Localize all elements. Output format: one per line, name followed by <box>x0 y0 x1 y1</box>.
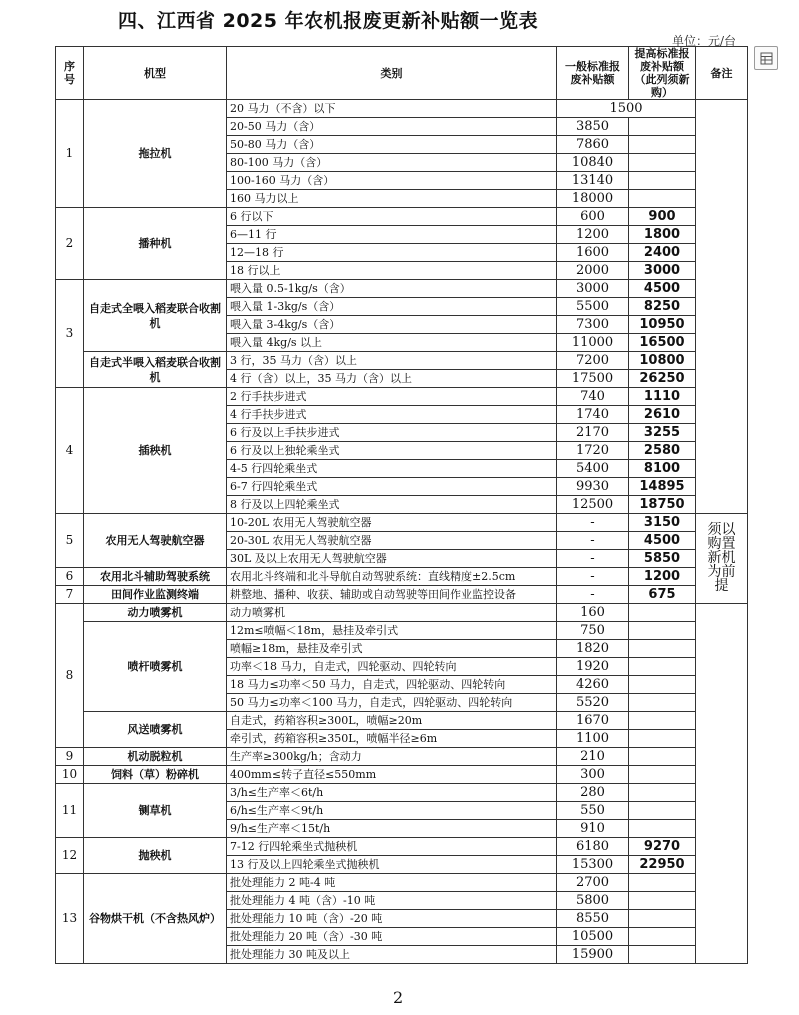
general-subsidy-cell: 7860 <box>557 136 629 154</box>
header-row <box>56 47 748 100</box>
header-remark: 备注 <box>696 47 748 100</box>
enhanced-subsidy-cell: 9270 <box>629 838 696 856</box>
category-cell: 6 行以下 <box>227 208 557 226</box>
category-cell: 2 行手扶步进式 <box>227 388 557 406</box>
machine-cell: 农用无人驾驶航空器 <box>84 514 227 568</box>
machine-cell: 自走式半喂入稻麦联合收割机 <box>84 352 227 388</box>
category-cell: 20-50 马力（含） <box>227 118 557 136</box>
header-seq: 序号 <box>56 47 84 100</box>
enhanced-subsidy-cell: 2580 <box>629 442 696 460</box>
enhanced-subsidy-cell: 10950 <box>629 316 696 334</box>
category-cell: 10-20L 农用无人驾驶航空器 <box>227 514 557 532</box>
category-cell: 4-5 行四轮乘坐式 <box>227 460 557 478</box>
general-subsidy-cell: 8550 <box>557 910 629 928</box>
category-cell: 12—18 行 <box>227 244 557 262</box>
enhanced-subsidy-cell <box>629 910 696 928</box>
table-body <box>56 100 748 964</box>
remark-note: 须以购置新机为前提 <box>707 521 736 594</box>
category-cell: 喂入量 0.5-1kg/s（含） <box>227 280 557 298</box>
enhanced-subsidy-cell <box>629 748 696 766</box>
enhanced-subsidy-cell: 14895 <box>629 478 696 496</box>
category-cell: 20 马力（不含）以下 <box>227 100 557 118</box>
enhanced-subsidy-cell: 3150 <box>629 514 696 532</box>
category-cell: 功率＜18 马力，自走式，四轮驱动、四轮转向 <box>227 658 557 676</box>
machine-cell: 插秧机 <box>84 388 227 514</box>
enhanced-subsidy-cell: 1200 <box>629 568 696 586</box>
enhanced-subsidy-cell <box>629 604 696 622</box>
seq-cell: 1 <box>56 100 84 208</box>
general-subsidy-cell: - <box>557 586 629 604</box>
category-cell: 50 马力≤功率＜100 马力，自走式，四轮驱动、四轮转向 <box>227 694 557 712</box>
enhanced-subsidy-cell <box>629 118 696 136</box>
category-cell: 6—11 行 <box>227 226 557 244</box>
category-cell: 4 行手扶步进式 <box>227 406 557 424</box>
general-subsidy-cell: 2700 <box>557 874 629 892</box>
enhanced-subsidy-cell: 1110 <box>629 388 696 406</box>
enhanced-subsidy-cell <box>629 622 696 640</box>
general-subsidy-cell: 11000 <box>557 334 629 352</box>
category-cell: 农用北斗终端和北斗导航自动驾驶系统：直线精度±2.5cm <box>227 568 557 586</box>
table-row <box>56 748 748 766</box>
general-subsidy-cell: 600 <box>557 208 629 226</box>
enhanced-subsidy-cell <box>629 694 696 712</box>
table-row <box>56 838 748 856</box>
seq-cell: 11 <box>56 784 84 838</box>
seq-cell: 12 <box>56 838 84 874</box>
category-cell: 喂入量 3-4kg/s（含） <box>227 316 557 334</box>
enhanced-subsidy-cell <box>629 946 696 964</box>
general-subsidy-cell: 1100 <box>557 730 629 748</box>
machine-cell: 动力喷雾机 <box>84 604 227 622</box>
general-subsidy-cell: 12500 <box>557 496 629 514</box>
enhanced-subsidy-cell <box>629 640 696 658</box>
category-cell: 批处理能力 30 吨及以上 <box>227 946 557 964</box>
category-cell: 牵引式，药箱容积≥350L，喷幅半径≥6m <box>227 730 557 748</box>
category-cell: 100-160 马力（含） <box>227 172 557 190</box>
seq-cell: 6 <box>56 568 84 586</box>
general-subsidy-cell: 15300 <box>557 856 629 874</box>
machine-cell: 机动脱粒机 <box>84 748 227 766</box>
general-subsidy-cell: 15900 <box>557 946 629 964</box>
enhanced-subsidy-cell <box>629 766 696 784</box>
category-cell: 3 行，35 马力（含）以上 <box>227 352 557 370</box>
seq-cell: 13 <box>56 874 84 964</box>
remark-cell <box>696 100 748 514</box>
remark-cell <box>696 604 748 964</box>
general-subsidy-cell: 2000 <box>557 262 629 280</box>
general-subsidy-cell: 550 <box>557 802 629 820</box>
general-subsidy-cell: 210 <box>557 748 629 766</box>
category-cell: 批处理能力 4 吨（含）-10 吨 <box>227 892 557 910</box>
unit-label: 单位：元/台 <box>672 34 737 48</box>
enhanced-subsidy-cell: 5850 <box>629 550 696 568</box>
category-cell: 喷幅≥18m，悬挂及牵引式 <box>227 640 557 658</box>
category-cell: 18 马力≤功率＜50 马力，自走式，四轮驱动、四轮转向 <box>227 676 557 694</box>
machine-cell: 饲料（草）粉碎机 <box>84 766 227 784</box>
category-cell: 160 马力以上 <box>227 190 557 208</box>
general-subsidy-cell: 300 <box>557 766 629 784</box>
general-subsidy-cell: 13140 <box>557 172 629 190</box>
general-subsidy-cell: 17500 <box>557 370 629 388</box>
enhanced-subsidy-cell <box>629 658 696 676</box>
category-cell: 50-80 马力（含） <box>227 136 557 154</box>
category-cell: 13 行及以上四轮乘坐式抛秧机 <box>227 856 557 874</box>
category-cell: 批处理能力 20 吨（含）-30 吨 <box>227 928 557 946</box>
seq-cell: 10 <box>56 766 84 784</box>
general-subsidy-cell: 7200 <box>557 352 629 370</box>
category-cell: 80-100 马力（含） <box>227 154 557 172</box>
enhanced-subsidy-cell <box>629 730 696 748</box>
enhanced-subsidy-cell <box>629 802 696 820</box>
general-subsidy-cell: 1920 <box>557 658 629 676</box>
enhanced-subsidy-cell: 675 <box>629 586 696 604</box>
category-cell: 6 行及以上独轮乘坐式 <box>227 442 557 460</box>
general-subsidy-cell: 10840 <box>557 154 629 172</box>
table-row <box>56 766 748 784</box>
general-subsidy-cell: - <box>557 550 629 568</box>
enhanced-subsidy-cell: 3000 <box>629 262 696 280</box>
general-subsidy-cell: 280 <box>557 784 629 802</box>
general-subsidy-cell: 5800 <box>557 892 629 910</box>
enhanced-subsidy-cell <box>629 154 696 172</box>
enhanced-subsidy-cell: 18750 <box>629 496 696 514</box>
header-general: 一般标准报废补贴额 <box>557 47 629 100</box>
category-cell: 30L 及以上农用无人驾驶航空器 <box>227 550 557 568</box>
general-subsidy-cell: 7300 <box>557 316 629 334</box>
category-cell: 3/h≤生产率＜6t/h <box>227 784 557 802</box>
machine-cell: 谷物烘干机（不含热风炉） <box>84 874 227 964</box>
enhanced-subsidy-cell <box>629 172 696 190</box>
general-subsidy-cell: 5500 <box>557 298 629 316</box>
table-row <box>56 208 748 226</box>
seq-cell: 2 <box>56 208 84 280</box>
enhanced-subsidy-cell: 8100 <box>629 460 696 478</box>
enhanced-subsidy-cell: 22950 <box>629 856 696 874</box>
machine-cell: 田间作业监测终端 <box>84 586 227 604</box>
general-subsidy-cell: 2170 <box>557 424 629 442</box>
category-cell: 18 行以上 <box>227 262 557 280</box>
machine-cell: 风送喷雾机 <box>84 712 227 748</box>
enhanced-subsidy-cell <box>629 676 696 694</box>
table-row <box>56 586 748 604</box>
general-subsidy-cell: - <box>557 514 629 532</box>
page-title: 四、江西省 2025 年农机报废更新补贴额一览表 <box>118 10 539 32</box>
table-row <box>56 514 748 532</box>
general-subsidy-cell: 6180 <box>557 838 629 856</box>
enhanced-subsidy-cell: 8250 <box>629 298 696 316</box>
enhanced-subsidy-cell <box>629 874 696 892</box>
general-subsidy-cell: 1500 <box>557 100 696 118</box>
enhanced-subsidy-cell: 1800 <box>629 226 696 244</box>
enhanced-subsidy-cell: 2400 <box>629 244 696 262</box>
general-subsidy-cell: 9930 <box>557 478 629 496</box>
general-subsidy-cell: 4260 <box>557 676 629 694</box>
enhanced-subsidy-cell <box>629 712 696 730</box>
machine-cell: 拖拉机 <box>84 100 227 208</box>
enhanced-subsidy-cell <box>629 190 696 208</box>
table-row <box>56 100 748 118</box>
category-cell: 4 行（含）以上，35 马力（含）以上 <box>227 370 557 388</box>
category-cell: 6/h≤生产率＜9t/h <box>227 802 557 820</box>
table-row <box>56 874 748 892</box>
general-subsidy-cell: 5520 <box>557 694 629 712</box>
machine-cell: 铡草机 <box>84 784 227 838</box>
table-row <box>56 712 748 730</box>
seq-cell: 8 <box>56 604 84 748</box>
seq-cell: 4 <box>56 388 84 514</box>
enhanced-subsidy-cell: 4500 <box>629 532 696 550</box>
subsidy-table <box>55 46 748 964</box>
general-subsidy-cell: 1820 <box>557 640 629 658</box>
enhanced-subsidy-cell <box>629 784 696 802</box>
enhanced-subsidy-cell <box>629 892 696 910</box>
enhanced-subsidy-cell: 3255 <box>629 424 696 442</box>
table-row <box>56 280 748 298</box>
seq-cell: 7 <box>56 586 84 604</box>
enhanced-subsidy-cell: 16500 <box>629 334 696 352</box>
general-subsidy-cell: - <box>557 568 629 586</box>
general-subsidy-cell: - <box>557 532 629 550</box>
general-subsidy-cell: 3000 <box>557 280 629 298</box>
enhanced-subsidy-cell: 10800 <box>629 352 696 370</box>
enhanced-subsidy-cell <box>629 928 696 946</box>
category-cell: 8 行及以上四轮乘坐式 <box>227 496 557 514</box>
category-cell: 耕整地、播种、收获、辅助或自动驾驶等田间作业监控设备 <box>227 586 557 604</box>
general-subsidy-cell: 1600 <box>557 244 629 262</box>
general-subsidy-cell: 1200 <box>557 226 629 244</box>
general-subsidy-cell: 10500 <box>557 928 629 946</box>
enhanced-subsidy-cell: 4500 <box>629 280 696 298</box>
general-subsidy-cell: 1740 <box>557 406 629 424</box>
seq-cell: 3 <box>56 280 84 388</box>
machine-cell: 自走式全喂入稻麦联合收割机 <box>84 280 227 352</box>
table-row <box>56 568 748 586</box>
category-cell: 12m≤喷幅＜18m，悬挂及牵引式 <box>227 622 557 640</box>
enhanced-subsidy-cell <box>629 820 696 838</box>
general-subsidy-cell: 1670 <box>557 712 629 730</box>
category-cell: 批处理能力 2 吨-4 吨 <box>227 874 557 892</box>
seq-cell: 5 <box>56 514 84 568</box>
header-machine: 机型 <box>84 47 227 100</box>
general-subsidy-cell: 740 <box>557 388 629 406</box>
machine-cell: 喷杆喷雾机 <box>84 622 227 712</box>
table-row <box>56 388 748 406</box>
table-row <box>56 604 748 622</box>
category-cell: 自走式，药箱容积≥300L，喷幅≥20m <box>227 712 557 730</box>
header-category: 类别 <box>227 47 557 100</box>
enhanced-subsidy-cell <box>629 136 696 154</box>
category-cell: 9/h≤生产率＜15t/h <box>227 820 557 838</box>
category-cell: 喂入量 1-3kg/s（含） <box>227 298 557 316</box>
category-cell: 6-7 行四轮乘坐式 <box>227 478 557 496</box>
category-cell: 批处理能力 10 吨（含）-20 吨 <box>227 910 557 928</box>
general-subsidy-cell: 1720 <box>557 442 629 460</box>
general-subsidy-cell: 750 <box>557 622 629 640</box>
machine-cell: 播种机 <box>84 208 227 280</box>
document-grid-icon[interactable] <box>754 46 778 70</box>
category-cell: 生产率≥300kg/h；含动力 <box>227 748 557 766</box>
enhanced-subsidy-cell: 900 <box>629 208 696 226</box>
category-cell: 20-30L 农用无人驾驶航空器 <box>227 532 557 550</box>
machine-cell: 农用北斗辅助驾驶系统 <box>84 568 227 586</box>
remark-cell <box>696 514 748 604</box>
enhanced-subsidy-cell: 2610 <box>629 406 696 424</box>
general-subsidy-cell: 5400 <box>557 460 629 478</box>
general-subsidy-cell: 910 <box>557 820 629 838</box>
general-subsidy-cell: 160 <box>557 604 629 622</box>
table-row <box>56 784 748 802</box>
machine-cell: 抛秧机 <box>84 838 227 874</box>
table-row <box>56 352 748 370</box>
category-cell: 动力喷雾机 <box>227 604 557 622</box>
table-row <box>56 622 748 640</box>
seq-cell: 9 <box>56 748 84 766</box>
page-number: 2 <box>393 988 404 1007</box>
category-cell: 7-12 行四轮乘坐式抛秧机 <box>227 838 557 856</box>
general-subsidy-cell: 3850 <box>557 118 629 136</box>
enhanced-subsidy-cell: 26250 <box>629 370 696 388</box>
header-enhanced: 提高标准报废补贴额（此列须新购） <box>629 47 696 100</box>
general-subsidy-cell: 18000 <box>557 190 629 208</box>
category-cell: 6 行及以上手扶步进式 <box>227 424 557 442</box>
category-cell: 喂入量 4kg/s 以上 <box>227 334 557 352</box>
category-cell: 400mm≤转子直径≤550mm <box>227 766 557 784</box>
